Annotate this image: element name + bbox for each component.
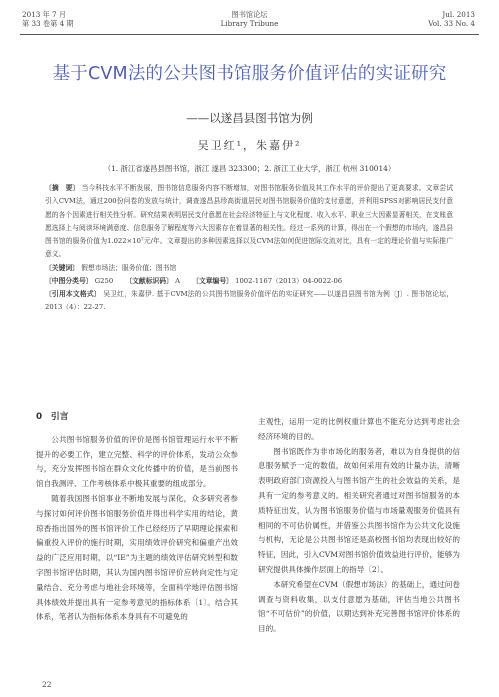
doc-code-label: 〔文献标识码〕 <box>125 276 173 285</box>
doc-code-value: A <box>175 276 180 285</box>
article-no-label: 〔文章编号〕 <box>192 276 233 285</box>
body-paragraph: 本研究希望在CVM（假想市场法）的基础上，通过问卷调查与资料收集，以支付意愿为基础，评估当地公共图书馆“不可估价”的价值，以期达到补充完善图书馆评价体系的目的。 <box>258 579 460 634</box>
body-column-left <box>36 410 238 625</box>
journal-name-cn: 图书馆论坛 <box>231 10 268 19</box>
section-heading: 0 引言 <box>36 412 69 422</box>
header-volume: 第 33 卷第 4 期 <box>22 19 74 28</box>
keywords-line <box>45 262 453 275</box>
header-divider <box>20 34 479 35</box>
journal-name-en: Library Tribune <box>220 19 279 28</box>
header-issue-volume: Vol. 33 No. 4 <box>428 19 475 28</box>
header-issue <box>428 10 475 28</box>
body-paragraph: 公共图书馆服务价值的评价是图书馆管理运行水平不断提升的必要工作，建立完整、科学的评价体系，发动公众参与，充分发挥图书馆在群众文化传播中的价值，是当前图书馆自我测评、工作考核体系中极其重要的组成部分。 <box>36 434 238 489</box>
abstract-label: 〔摘 要〕 <box>45 184 80 192</box>
abstract-paragraph <box>45 182 453 262</box>
body-paragraph: 图书馆既作为非市场化的服务者，难以为自身提供的信息服务赋予一定的数值，故如何采用有效的计量办法，清晰表明政府部门资源投入与图书馆产生的社会效益的关系，是具有一定的参考意义的。相关研究者通过对图书馆服务的本质特征出发，认为图书馆服务价值与市场量观服务价值具有相同的不可估价属性，并借鉴公共图书馆作为公共文化设施与机构，无论是公共图书馆还是高校图书馆均表现出较好的特征，因此，引入CVM对图书馆价值效益进行评价，能够为研究提供具体操作层面上的指导〔2〕。 <box>258 446 460 574</box>
keywords-text: 假想市场法；服务价值；图书馆 <box>81 263 177 272</box>
header-journal-name <box>0 10 499 28</box>
classification-line <box>45 275 453 288</box>
body-paragraph: 主观性，运用一定的比例权重计算也不能充分达到考虑社会经济环境的目的。 <box>258 417 460 441</box>
author-affiliation: （1. 浙江省遂昌县图书馆，浙江 遂昌 323300；2. 浙江工业大学，浙江 杭州 310014） <box>103 164 396 173</box>
abstract-block <box>45 182 453 314</box>
keywords-label: 〔关键词〕 <box>45 263 79 272</box>
article-authors: 吴卫红¹，朱嘉伊² <box>197 139 302 152</box>
article-subtitle: ——以遂昌县图书馆为例 <box>186 111 313 125</box>
header-date: 2013 年 7 月 <box>22 10 67 19</box>
citation-label: 〔引用本文格式〕 <box>45 289 101 298</box>
citation-line <box>45 288 453 314</box>
citation-text: 吴卫红，朱嘉伊. 基于CVM法的公共图书馆服务价值评估的实证研究——以遂昌县图书馆为例〔J〕. 图书馆论坛，2013（4）：22-27. <box>45 289 454 311</box>
article-no-value: 1002-1167（2013）04-0022-06 <box>235 276 343 285</box>
article-title: 基于CVM法的公共图书馆服务价值评估的实证研究 <box>52 64 447 84</box>
body-paragraph: 随着我国图书馆事业不断地发展与深化，众多研究者参与探讨如何评价图书馆服务价值并得出科学实用的结论，黄琼香指出国外的图书馆评价工作已经经历了早期理论探索和偏重投入评价的施行时期，实用绩效评价研究和偏重产出效益的广泛应用时期，以“IE”为主题的绩效评估研究转型和数字图书馆评估时期，其认为国内图书馆评价应转向定性与定量结合、充分考虑与地社会环境等，全面科学地评估图书馆具体绩效并提出具有一定参考意见的指标体系〔1〕。结合其体系，笔者认为指标体系本身具有不可避免的 <box>36 493 238 622</box>
abstract-text: 当今科技水平不断发展，图书馆信息服务内容不断增加，对图书馆服务价值及其工作水平的评价提出了更高要求。文章尝试引入CVM法，通过200份问卷的发放与统计，调查遂昌县珍高街道居民对图书馆服务价值的支付意愿，并利用SPSS对影响居民支付意愿的各个因素进行相关性分析。研究结果表明居民支付意愿在社会经济特征上与文化程度、收入水平、职业三大因素显著相关，在支账意愿选择上与阅读环境满意度、信息服务了解程度等六大因素存在着显著的相关性。经过一系列的计算，得出在一个假想的市场内，遂昌县图书馆的服务价值为1.022×10⁷元/年。文章提出的多种因素选择以及CVM法如何促进馆际交流对比，具有一定的理论价值与实际推广意义。 <box>45 184 454 259</box>
clc-value: G250 <box>94 276 114 285</box>
body-column-right <box>258 415 460 637</box>
clc-label: 〔中图分类号〕 <box>45 276 93 285</box>
page-number: 22 <box>42 680 52 689</box>
header-issue-date: Jul. 2013 <box>442 10 475 19</box>
